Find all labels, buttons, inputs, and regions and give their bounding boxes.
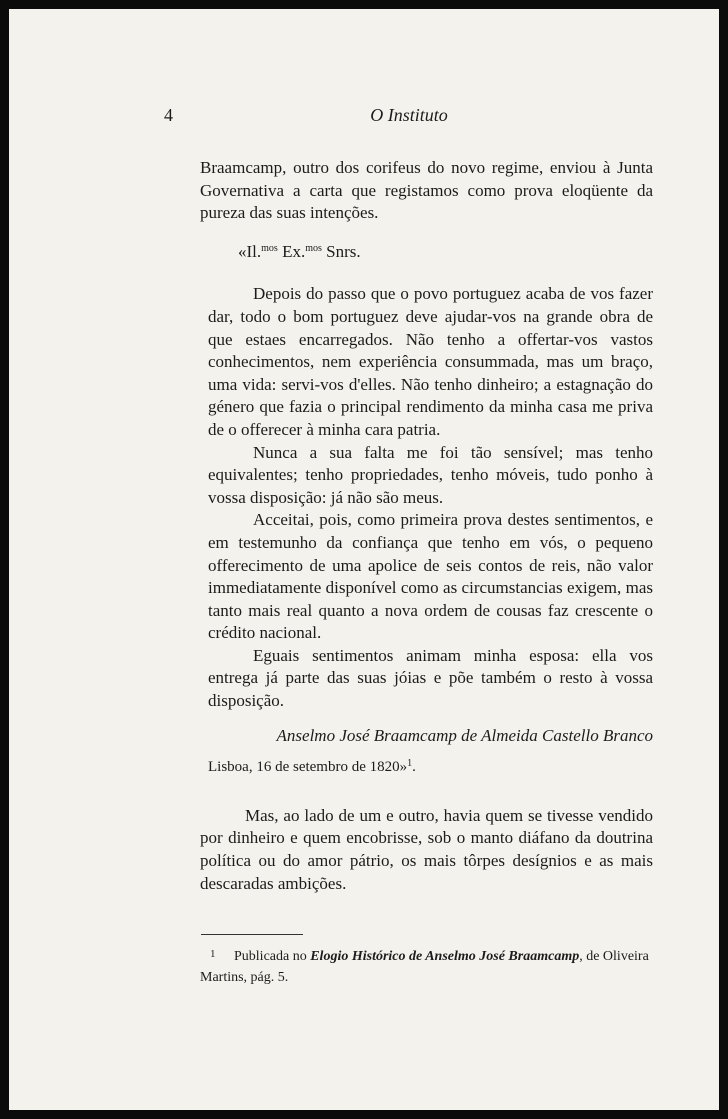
body-text — [200, 157, 653, 895]
closing-paragraph: Mas, ao lado de um e outro, havia quem se tivesse vendido por dinheiro e quem encobrisse, sob o manto diáfano da doutrina política ou do amor pátrio, os mais tôrpes desígnios e as mais descaradas ambições. — [200, 805, 653, 893]
footnote-number: 1 — [210, 948, 216, 960]
footnote: 1 Publicada no Elogio Histórico de Anselmo José Braamcamp, de Oliveira Martins, pág. 5. — [200, 944, 653, 988]
letter-paragraph: Eguais sentimentos animam minha esposa: ella vos entrega já parte das suas jóias e põe também o resto à vossa disposição. — [208, 645, 653, 711]
letter-place-date: Lisboa, 16 de setembro de 1820»$^1$. — [208, 758, 416, 776]
footnote-work-title: Elogio Histórico de Anselmo José Braamcamp — [310, 949, 580, 964]
footnote-reference: 1 — [407, 758, 413, 770]
running-title: O Instituto — [370, 105, 448, 125]
page-number: 4 — [164, 105, 173, 125]
letter-paragraph: Acceitai, pois, como primeira prova destes sentimentos, e em testemunho da confiança que tenho em vós, o pequeno offerecimento de uma apolice de seis contos de reis, não valor immediatamente disponível como as circumstancias exigem, mas tanto mais real quanto a nova ordem de cousas faz crescente o crédito nacional. — [208, 510, 653, 643]
footnote-divider — [201, 934, 303, 935]
letter-paragraph: Nunca a sua falta me foi tão sensível; mas tenho equivalentes; tenho propriedades, tenho móveis, tudo ponho à vossa disposição: já não são meus. — [208, 442, 653, 507]
letter-paragraph: Depois do passo que o povo portuguez acaba de vos fazer dar, todo o bom portuguez deve ajudar-vos na grande obra de que estaes encarregados. Não tenho a offertar-vos vastos conhecimentos, nem experiência consummada, mas um braço, uma vida: servi-vos d'elles. Não tenho dinheiro; a estagnação do género que fazia o principal rendimento da minha casa me priva de o offerecer à minha cara patria. — [208, 284, 653, 439]
intro-paragraph: Braamcamp, outro dos corifeus do novo regime, enviou à Junta Governativa a carta que registamos como prova eloqüente da pureza das suas intenções. — [200, 158, 653, 223]
book-page — [9, 9, 719, 1110]
page-header — [164, 105, 654, 129]
letter-salutation: «Il.$^{mos}$ Ex.$^{mos}$ Snrs. — [238, 241, 361, 261]
letter-body — [208, 283, 653, 778]
letter-signature: Anselmo José Braamcamp de Almeida Castello Branco — [276, 725, 653, 745]
